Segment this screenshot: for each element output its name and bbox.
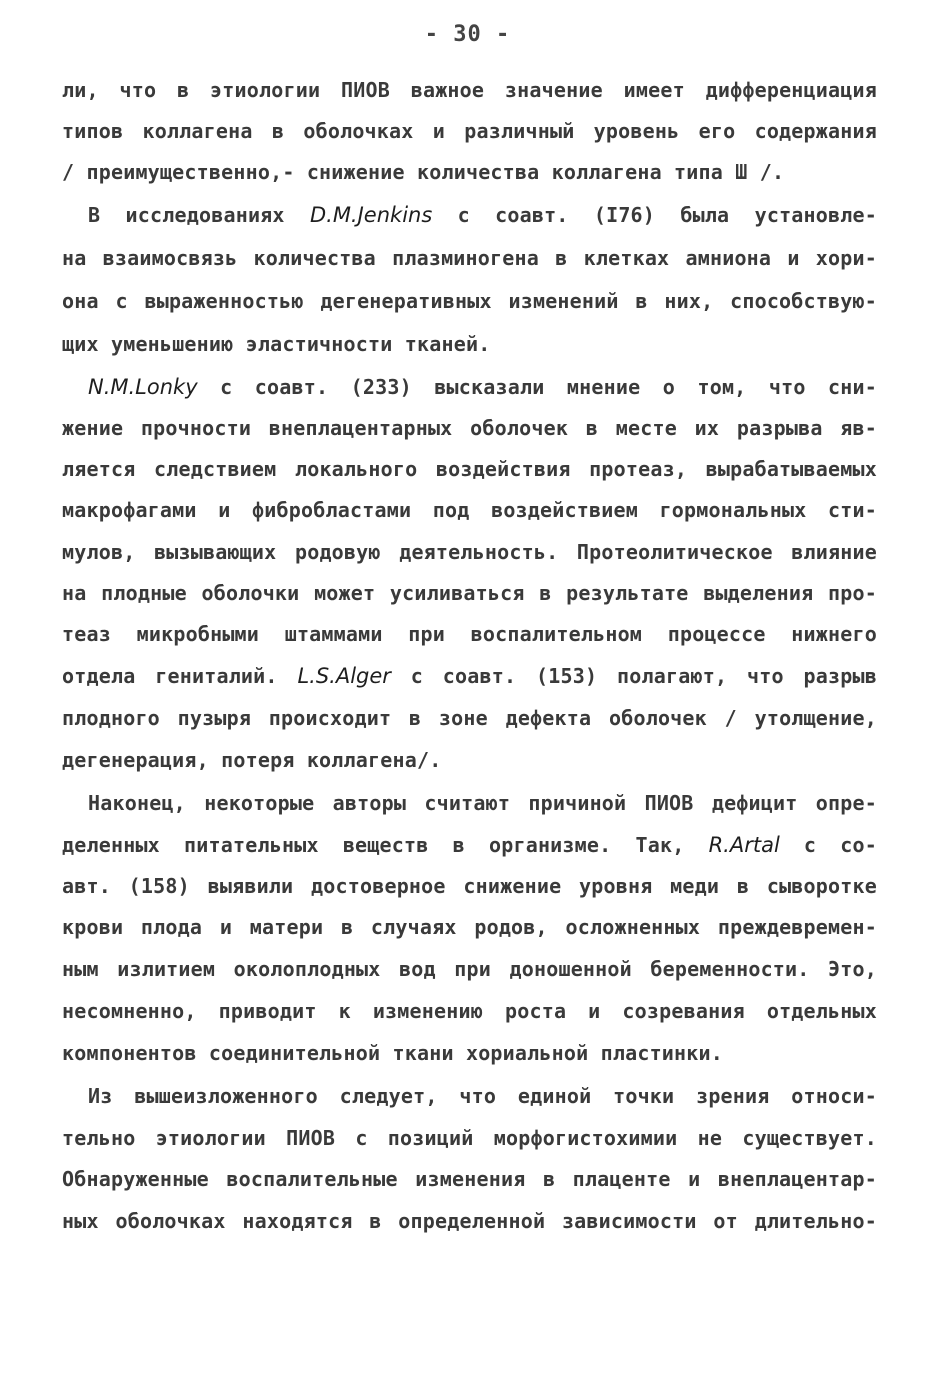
line-text: плодного пузыря происходит в зоне дефекта оболочек / утолщение,	[62, 706, 877, 730]
text-line	[62, 1167, 877, 1191]
line-text: с соавт. (I76) была установле-	[432, 203, 877, 227]
text-line	[62, 874, 877, 898]
text-line	[62, 1209, 877, 1233]
line-text: авт. (158) выявили достоверное снижение уровня меди в сыворотке	[62, 874, 877, 898]
line-text: ным излитием околоплодных вод при доношенной беременности. Это,	[62, 957, 877, 981]
text-line	[62, 332, 877, 356]
line-text: макрофагами и фибробластами под воздействием гормональных сти-	[62, 498, 877, 522]
text-line	[88, 203, 877, 227]
handwritten-author-name: D.M.Jenkins	[309, 203, 433, 227]
line-text: на взаимосвязь количества плазминогена в клетках амниона и хори-	[62, 246, 877, 270]
line-text: / преимущественно,- снижение количества коллагена типа Ш /.	[62, 160, 785, 184]
text-line	[62, 1126, 877, 1150]
text-line	[62, 540, 877, 564]
text-line	[62, 498, 877, 522]
line-text: теаз микробными штаммами при воспалительном процессе нижнего	[62, 622, 877, 646]
line-text: компонентов соединительной ткани хориальной пластинки.	[62, 1041, 724, 1065]
text-line	[62, 622, 877, 646]
line-text: щих уменьшению эластичности тканей.	[62, 332, 491, 356]
text-line	[62, 664, 877, 688]
text-line	[62, 160, 877, 184]
text-line	[62, 915, 877, 939]
line-text: Из вышеизложенного следует, что единой точки зрения относи-	[88, 1084, 877, 1108]
text-line	[62, 289, 877, 313]
line-text: несомненно, приводит к изменению роста и созревания отдельных	[62, 999, 877, 1023]
line-text: Наконец, некоторые авторы считают причиной ПИОВ дефицит опре-	[88, 791, 877, 815]
line-text: дегенерация, потеря коллагена/.	[62, 748, 442, 772]
line-text: с со-	[779, 833, 877, 857]
text-line	[62, 119, 877, 143]
line-text: ли, что в этиологии ПИОВ важное значение имеет дифференциация	[62, 78, 877, 102]
line-text: В исследованиях	[88, 203, 310, 227]
line-text: на плодные оболочки может усиливаться в результате выделения про-	[62, 581, 877, 605]
text-line	[88, 375, 877, 399]
text-line	[62, 416, 877, 440]
text-line	[62, 957, 877, 981]
text-line	[62, 999, 877, 1023]
line-text: с соавт. (233) высказали мнение о том, что сни-	[197, 375, 877, 399]
line-text: с соавт. (153) полагают, что разрыв	[390, 664, 877, 688]
handwritten-author-name: R.Artal	[708, 833, 780, 857]
line-text: она с выраженностью дегенеративных изменений в них, способствую-	[62, 289, 877, 313]
line-text: мулов, вызывающих родовую деятельность. Протеолитическое влияние	[62, 540, 877, 564]
text-line	[62, 78, 877, 102]
text-line	[62, 457, 877, 481]
line-text: типов коллагена в оболочках и различный уровень его содержания	[62, 119, 877, 143]
page-number: - 30 -	[424, 22, 511, 47]
text-line	[62, 581, 877, 605]
text-line	[62, 748, 877, 772]
text-line	[62, 706, 877, 730]
text-line	[88, 1084, 877, 1108]
line-text: крови плода и матери в случаях родов, осложненных преждевремен-	[62, 915, 877, 939]
line-text: деленных питательных веществ в организме. Так,	[62, 833, 709, 857]
text-line	[62, 1041, 877, 1065]
line-text: ляется следствием локального воздействия протеаз, вырабатываемых	[62, 457, 877, 481]
text-line	[62, 833, 877, 857]
text-line	[88, 791, 877, 815]
line-text: тельно этиологии ПИОВ с позиций морфогистохимии не существует.	[62, 1126, 877, 1150]
line-text: отдела гениталий.	[62, 664, 298, 688]
line-text: ных оболочках находятся в определенной зависимости от длительно-	[62, 1209, 877, 1233]
handwritten-author-name: N.M.Lonky	[88, 375, 198, 399]
text-line	[62, 246, 877, 270]
line-text: Обнаруженные воспалительные изменения в плаценте и внеплацентар-	[62, 1167, 877, 1191]
handwritten-author-name: L.S.Alger	[297, 664, 391, 688]
line-text: жение прочности внеплацентарных оболочек в месте их разрыва яв-	[62, 416, 877, 440]
